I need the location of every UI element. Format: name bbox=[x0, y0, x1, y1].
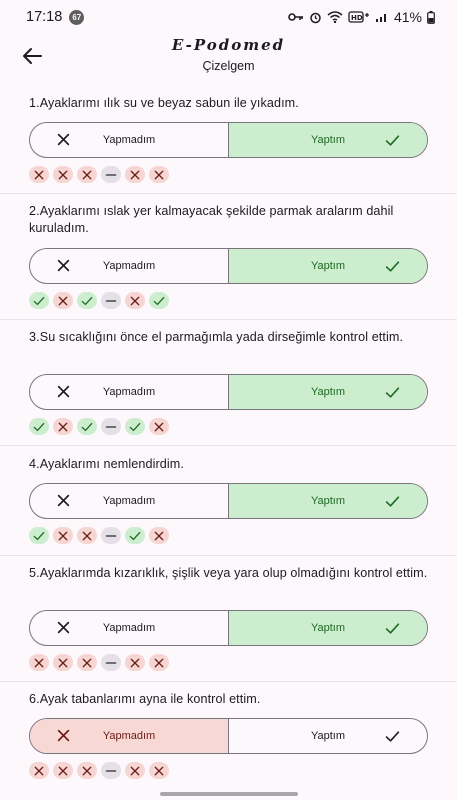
answer-toggle bbox=[29, 483, 428, 519]
history-check-icon bbox=[29, 527, 49, 544]
history-x-icon bbox=[125, 166, 145, 183]
history-check-icon bbox=[29, 418, 49, 435]
option-yaptim-button[interactable] bbox=[229, 249, 427, 283]
page-title: Çizelgem bbox=[202, 59, 255, 73]
option-yapmadim-button[interactable] bbox=[30, 123, 229, 157]
history-x-icon bbox=[29, 762, 49, 779]
divider bbox=[0, 319, 457, 320]
history-check-icon bbox=[125, 418, 145, 435]
history-x-icon bbox=[53, 654, 73, 671]
wifi-icon bbox=[327, 11, 343, 23]
option-yes-label: Yaptım bbox=[310, 622, 346, 634]
option-yaptim-button[interactable] bbox=[229, 484, 427, 518]
divider bbox=[0, 681, 457, 682]
history-row bbox=[29, 418, 169, 435]
history-row bbox=[29, 166, 169, 183]
answer-toggle bbox=[29, 718, 428, 754]
history-x-icon bbox=[77, 166, 97, 183]
history-dash-icon bbox=[101, 762, 121, 779]
option-no-label: Yapmadım bbox=[102, 495, 156, 507]
history-x-icon bbox=[77, 654, 97, 671]
key-icon bbox=[288, 12, 304, 22]
option-yaptim-button[interactable] bbox=[229, 719, 427, 753]
option-yapmadim-button[interactable] bbox=[30, 719, 229, 753]
option-no-label: Yapmadım bbox=[102, 134, 156, 146]
history-dash-icon bbox=[101, 654, 121, 671]
alarm-icon bbox=[309, 11, 322, 24]
option-yaptim-button[interactable] bbox=[229, 611, 427, 645]
history-x-icon bbox=[125, 292, 145, 309]
battery-icon bbox=[427, 11, 435, 24]
close-icon bbox=[57, 621, 71, 635]
history-x-icon bbox=[29, 166, 49, 183]
option-no-label: Yapmadım bbox=[102, 622, 156, 634]
check-icon bbox=[385, 385, 399, 399]
app-logo: E-Podomed bbox=[171, 36, 286, 54]
check-icon bbox=[385, 729, 399, 743]
history-dash-icon bbox=[101, 166, 121, 183]
history-x-icon bbox=[77, 762, 97, 779]
battery-percent: 41% bbox=[393, 9, 422, 25]
check-icon bbox=[385, 494, 399, 508]
option-yapmadim-button[interactable] bbox=[30, 611, 229, 645]
option-yes-label: Yaptım bbox=[310, 495, 346, 507]
history-x-icon bbox=[53, 166, 73, 183]
question-text: 5.Ayaklarımda kızarıklık, şişlik veya yara olup olmadığını kontrol ettim. bbox=[29, 566, 428, 580]
question-item bbox=[0, 203, 457, 272]
history-check-icon bbox=[29, 292, 49, 309]
close-icon bbox=[57, 729, 71, 743]
history-row bbox=[29, 762, 169, 779]
history-x-icon bbox=[53, 292, 73, 309]
question-text: 2.Ayaklarımı ıslak yer kalmayacak şekilde parmak aralarım dahil kuruladım. bbox=[29, 204, 394, 235]
history-dash-icon bbox=[101, 418, 121, 435]
divider bbox=[0, 555, 457, 556]
status-time: 17:18 bbox=[26, 9, 63, 25]
home-indicator[interactable] bbox=[160, 792, 298, 796]
check-icon bbox=[385, 133, 399, 147]
answer-toggle bbox=[29, 374, 428, 410]
history-check-icon bbox=[125, 527, 145, 544]
history-x-icon bbox=[149, 418, 169, 435]
option-yaptim-button[interactable] bbox=[229, 375, 427, 409]
check-icon bbox=[385, 621, 399, 635]
history-x-icon bbox=[53, 762, 73, 779]
history-x-icon bbox=[77, 527, 97, 544]
svg-text:HD: HD bbox=[350, 14, 363, 22]
history-check-icon bbox=[77, 292, 97, 309]
question-text: 1.Ayaklarımı ılık su ve beyaz sabun ile yıkadım. bbox=[29, 96, 299, 110]
notification-badge: 67 bbox=[69, 10, 84, 25]
cell-signal-icon bbox=[375, 11, 389, 23]
history-x-icon bbox=[149, 654, 169, 671]
history-row bbox=[29, 292, 169, 309]
option-yes-label: Yaptım bbox=[310, 730, 346, 742]
option-yaptim-button[interactable] bbox=[229, 123, 427, 157]
close-icon bbox=[57, 385, 71, 399]
option-yes-label: Yaptım bbox=[310, 386, 346, 398]
question-item bbox=[0, 691, 457, 742]
option-yapmadim-button[interactable] bbox=[30, 375, 229, 409]
question-item bbox=[0, 565, 457, 634]
history-x-icon bbox=[149, 527, 169, 544]
option-yapmadim-button[interactable] bbox=[30, 249, 229, 283]
option-no-label: Yapmadım bbox=[102, 260, 156, 272]
status-bar bbox=[0, 0, 457, 34]
history-x-icon bbox=[125, 762, 145, 779]
option-no-label: Yapmadım bbox=[102, 730, 156, 742]
option-yes-label: Yaptım bbox=[310, 260, 346, 272]
history-x-icon bbox=[149, 166, 169, 183]
option-yes-label: Yaptım bbox=[310, 134, 346, 146]
divider bbox=[0, 445, 457, 446]
history-x-icon bbox=[149, 762, 169, 779]
question-item bbox=[0, 95, 457, 146]
question-text: 3.Su sıcaklığını önce el parmağımla yada dirseğimle kontrol ettim. bbox=[29, 330, 404, 344]
question-text: 6.Ayak tabanlarımı ayna ile kontrol ettim. bbox=[29, 692, 261, 706]
history-check-icon bbox=[149, 292, 169, 309]
check-icon bbox=[385, 259, 399, 273]
close-icon bbox=[57, 259, 71, 273]
close-icon bbox=[57, 494, 71, 508]
history-row bbox=[29, 654, 169, 671]
close-icon bbox=[57, 133, 71, 147]
history-x-icon bbox=[125, 654, 145, 671]
app-bar bbox=[0, 34, 457, 80]
question-item bbox=[0, 329, 457, 398]
option-yapmadim-button[interactable] bbox=[30, 484, 229, 518]
divider bbox=[0, 193, 457, 194]
history-dash-icon bbox=[101, 292, 121, 309]
history-check-icon bbox=[77, 418, 97, 435]
answer-toggle bbox=[29, 122, 428, 158]
question-item bbox=[0, 456, 457, 507]
history-x-icon bbox=[53, 418, 73, 435]
history-x-icon bbox=[29, 654, 49, 671]
history-dash-icon bbox=[101, 527, 121, 544]
question-text: 4.Ayaklarımı nemlendirdim. bbox=[29, 457, 184, 471]
option-no-label: Yapmadım bbox=[102, 386, 156, 398]
answer-toggle bbox=[29, 248, 428, 284]
hd-signal-icon bbox=[348, 11, 370, 23]
history-row bbox=[29, 527, 169, 544]
history-x-icon bbox=[53, 527, 73, 544]
answer-toggle bbox=[29, 610, 428, 646]
